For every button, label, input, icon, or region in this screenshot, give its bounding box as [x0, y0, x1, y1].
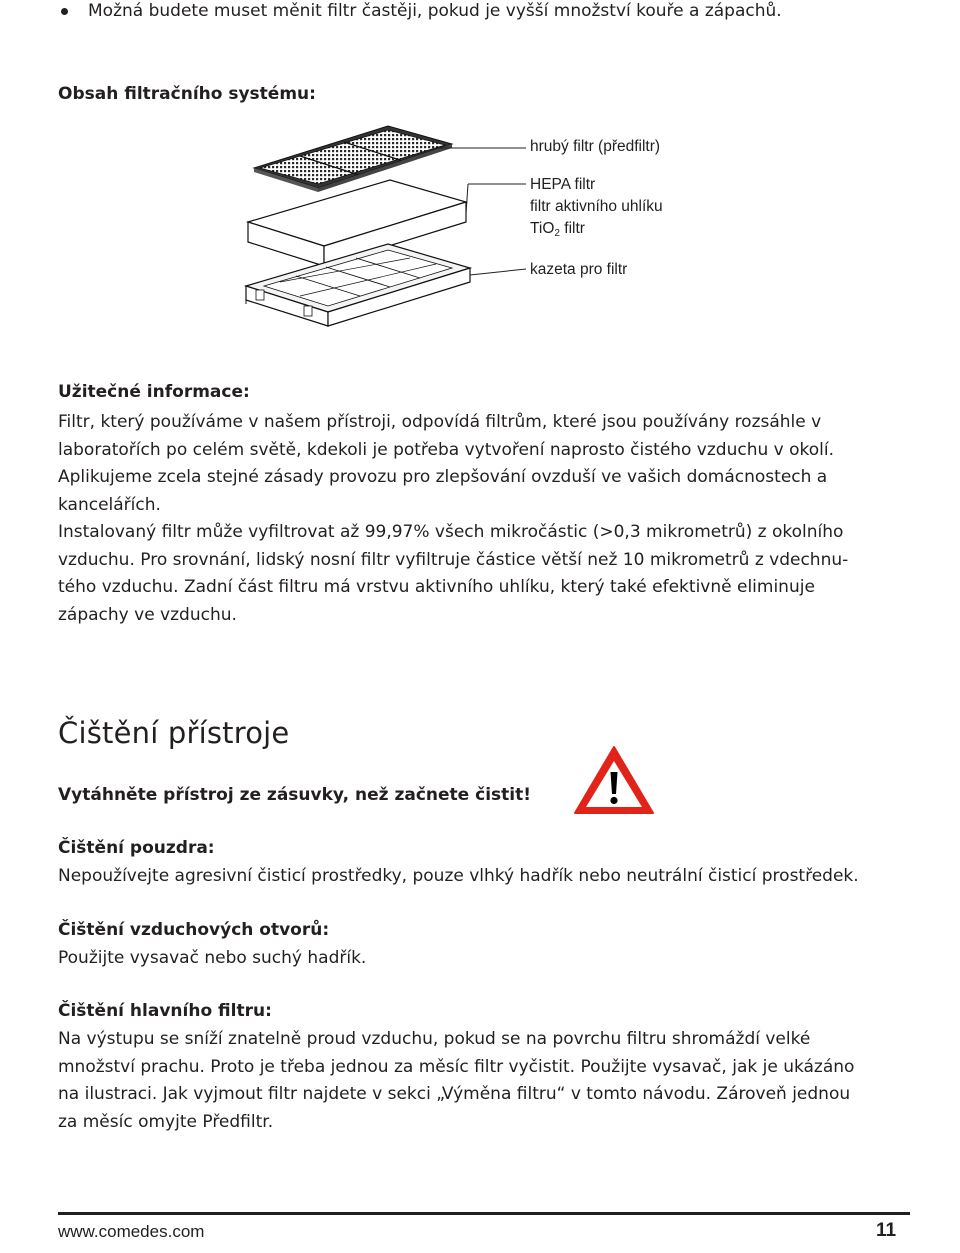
filter-cassette-part — [246, 244, 470, 326]
useful-info-text — [58, 409, 908, 629]
text-line: Aplikujeme zcela stejné zásady provozu pro zlepšování ovzduší ve vašich domácnostech a — [58, 467, 828, 487]
bullet-text: Možná budete muset měnit filtr častěji, pokud je vyšší množství kouře a zápachů. — [88, 1, 782, 21]
housing-heading: Čištění pouzdra: — [58, 838, 215, 858]
useful-info-heading: Užitečné informace: — [58, 382, 250, 402]
housing-text: Nepoužívejte agresivní čisticí prostředky, pouze vlhký hadřík nebo neutrální čisticí prostředek. — [58, 866, 859, 886]
page-number: 11 — [876, 1220, 897, 1241]
main-filter-heading: Čištění hlavního filtru: — [58, 1001, 272, 1021]
text-line: zápachy ve vzduchu. — [58, 604, 237, 625]
label-tio2: TiO$_2$ filtr — [530, 220, 585, 239]
text-line: Instalovaný filtr může vyfiltrovat až 99,97% všech mikročástic (>0,3 mikrometrů) z okolního — [58, 522, 844, 542]
vents-heading: Čištění vzduchových otvorů: — [58, 920, 330, 940]
text-line: laboratořích po celém světě, kdekoli je potřeba vytvoření naprosto čistého vzduchu v okolí. — [58, 439, 834, 460]
main-filter-text — [58, 1026, 908, 1136]
vents-text: Použijte vysavač nebo suchý hadřík. — [58, 948, 367, 968]
footer-divider — [58, 1212, 910, 1215]
text-line: Filtr, který používáme v našem přístroji, odpovídá filtrům, které jsou používány rozsáhle v — [58, 412, 822, 432]
text-line: za měsíc omyjte Předfiltr. — [58, 1111, 274, 1132]
text-line: na ilustraci. Jak vyjmout filtr najdete v sekci „Výměna filtru“ v tomto návodu. Zároveň jednou — [58, 1084, 851, 1104]
label-carbon: filtr aktivního uhlíku — [530, 198, 663, 215]
text-line: tého vzduchu. Zadní část filtru má vrstvu aktivního uhlíku, který také efektivně eliminuje — [58, 577, 815, 597]
cleaning-section-title: Čištění přístroje — [58, 716, 290, 750]
filter-system-heading: Obsah filtračního systému: — [58, 84, 316, 104]
text-line: Na výstupu se sníží znatelně proud vzduchu, pokud se na povrchu filtru shromáždí velké — [58, 1029, 811, 1049]
text-line: vzduchu. Pro srovnání, lidský nosní filtr vyfiltruje částice větší než 10 mikrometrů z vdechnu- — [58, 549, 849, 570]
filter-system-illustration — [240, 118, 540, 333]
label-hepa: HEPA filtr — [530, 176, 596, 193]
bullet-icon — [61, 8, 68, 15]
text-line: množství prachu. Proto je třeba jednou za měsíc filtr vyčistit. Použijte vysavač, jak je ukázáno — [58, 1056, 855, 1077]
warning-triangle-icon — [572, 744, 656, 816]
warning-text: Vytáhněte přístroj ze zásuvky, než začnete čistit! — [58, 785, 531, 805]
label-cassette: kazeta pro filtr — [530, 261, 628, 278]
prefilter-part — [254, 123, 452, 192]
text-line: kancelářích. — [58, 494, 161, 515]
footer-url: www.comedes.com — [58, 1222, 205, 1241]
label-prefilter: hrubý filtr (předfiltr) — [530, 138, 661, 155]
